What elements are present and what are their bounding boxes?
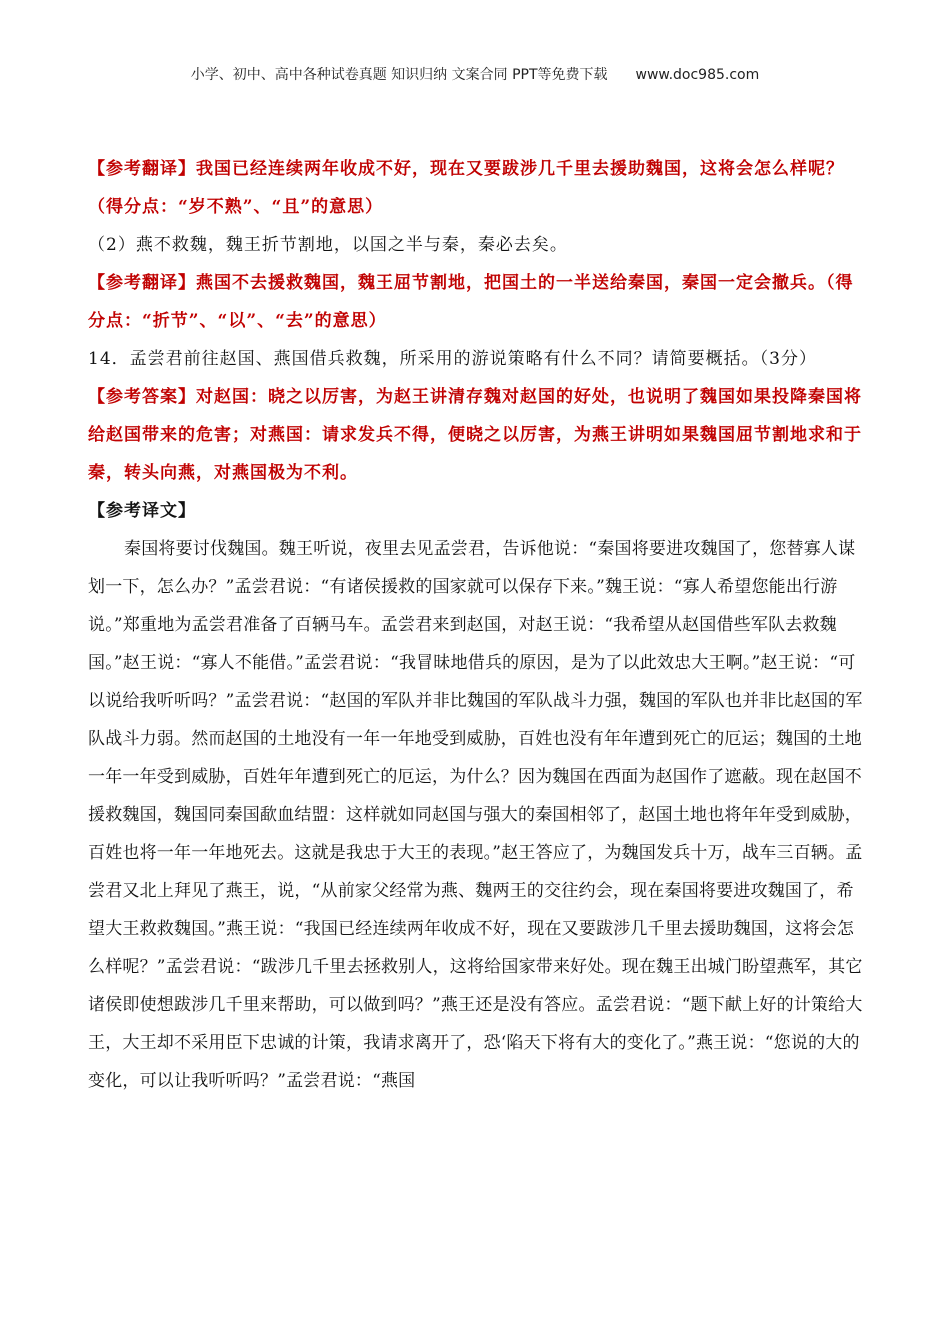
page-header	[0, 64, 950, 84]
reference-translation-heading: 【参考译文】	[88, 501, 196, 521]
reference-answer-14: 【参考答案】对赵国：晓之以厉害，为赵王讲清存魏对赵国的好处，也说明了魏国如果投降秦国将给赵国带来的危害；对燕国：请求发兵不得，便晓之以厉害，为燕王讲明如果魏国屈节割地求和于秦，转头向燕，对燕国极为不利。	[88, 387, 862, 483]
question-14: 14．孟尝君前往赵国、燕国借兵救魏，所采用的游说策略有什么不同？请简要概括。（3分）	[88, 349, 817, 369]
translation-answer-1: 【参考翻译】我国已经连续两年收成不好，现在又要跋涉几千里去援助魏国，这将会怎么样呢？（得分点：“岁不熟”、“且”的意思）	[88, 159, 844, 217]
reference-translation-body: 秦国将要讨伐魏国。魏王听说，夜里去见孟尝君，告诉他说：“秦国将要进攻魏国了，您替寡人谋划一下，怎么办？”孟尝君说：“有诸侯援救的国家就可以保存下来。”魏王说：“寡人希望您能出行游说。”郑重地为孟尝君准备了百辆马车。孟尝君来到赵国，对赵王说：“我希望从赵国借些军队去救魏国。”赵王说：“寡人不能借。”孟尝君说：“我冒昧地借兵的原因，是为了以此效忠大王啊。”赵王说：“可以说给我听听吗？”孟尝君说：“赵国的军队并非比魏国的军队战斗力强，魏国的军队也并非比赵国的军队战斗力弱。然而赵国的土地没有一年一年地受到威胁，百姓也没有年年遭到死亡的厄运；魏国的土地一年一年受到威胁，百姓年年遭到死亡的厄运，为什么？因为魏国在西面为赵国作了遮蔽。现在赵国不援救魏国，魏国同秦国歃血结盟：这样就如同赵国与强大的秦国相邻了，赵国土地也将年年受到威胁，百姓也将一年一年地死去。这就是我忠于大王的表现。”赵王答应了，为魏国发兵十万，战车三百辆。孟尝君又北上拜见了燕王，说，“从前家父经常为燕、魏两王的交往约会，现在秦国将要进攻魏国了，希望大王救救魏国。”燕王说：“我国已经连续两年收成不好，现在又要跋涉几千里去援助魏国，这将会怎么样呢？”孟尝君说：“跋涉几千里去拯救别人，这将给国家带来好处。现在魏王出城门盼望燕军，其它诸侯即使想跋涉几千里来帮助，可以做到吗？”燕王还是没有答应。孟尝君说：“题下献上好的计策给大王，大王却不采用臣下忠诚的计策，我请求离开了，恐‘陷天下将有大的变化了。”燕王说：“您说的大的变化，可以让我听听吗？”孟尝君说：“燕国	[88, 539, 863, 1091]
translation-answer-2: 【参考翻译】燕国不去援救魏国，魏王屈节割地，把国土的一半送给秦国，秦国一定会撤兵。（得分点：“折节”、“以”、“去”的意思）	[88, 273, 854, 331]
question-2: （2）燕不救魏，魏王折节割地，以国之半与秦，秦必去矣。	[88, 235, 568, 255]
header-text: 小学、初中、高中各种试卷真题 知识归纳 文案合同 PPT等免费下载	[190, 67, 608, 83]
document-body	[88, 150, 866, 1100]
header-site-link[interactable]: www.doc985.com	[635, 67, 760, 83]
